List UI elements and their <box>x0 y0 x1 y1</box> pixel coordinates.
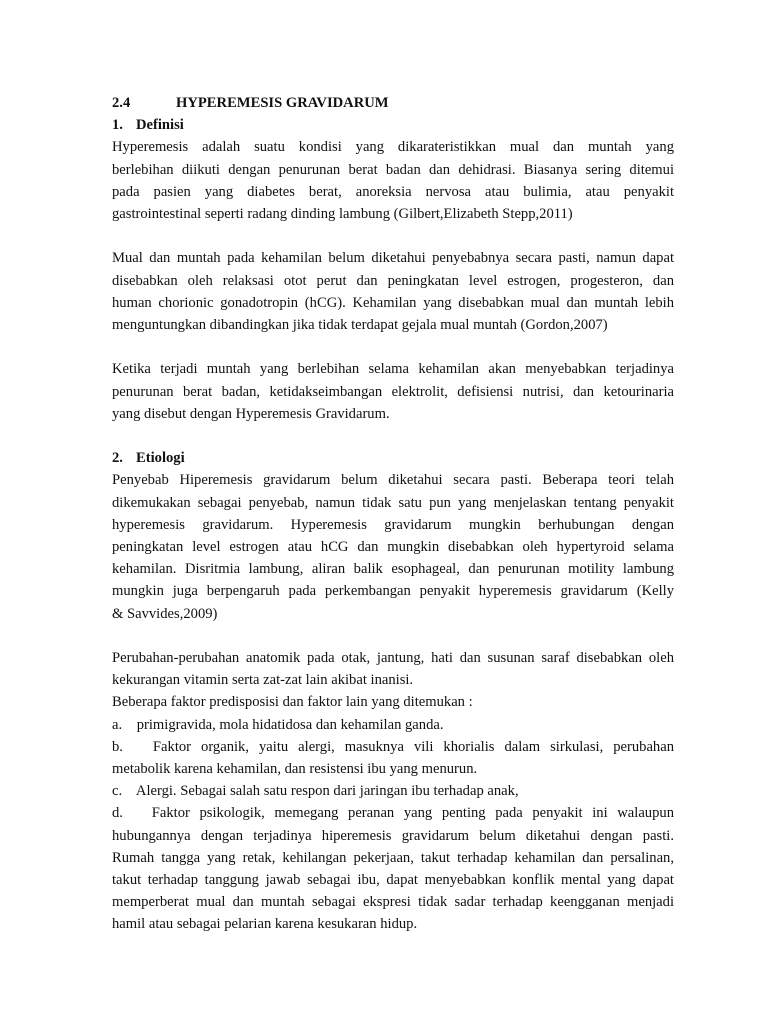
paragraph <box>112 647 674 714</box>
text-line: kehamilan. Disritmia lambung, aliran balik esophageal, dan penurunan motility lambung <box>112 561 674 578</box>
list-item-d <box>112 802 674 935</box>
text-line: b. Faktor organik, yaitu alergi, masuknya vili khorialis dalam sirkulasi, perubahan <box>112 738 674 755</box>
text-line: berlebihan diikuti dengan penurunan berat badan dan dehidrasi. Biasanya sering ditemui <box>112 161 674 178</box>
text-line: takut terhadap tanggung jawab sebagai ibu, dapat menyebabkan konflik mental yang dapat <box>112 872 674 889</box>
paragraph <box>112 136 674 225</box>
text-line: Hyperemesis adalah suatu kondisi yang dikarateristikkan mual dan muntah yang <box>112 139 674 156</box>
subheading-title: Etiologi <box>136 450 185 467</box>
text-line: penurunan berat badan, ketidakseimbangan elektrolit, defisiensi nutrisi, dan ketourinaria <box>112 383 674 400</box>
section-title: HYPEREMESIS GRAVIDARUM <box>176 95 389 111</box>
text-line: disebabkan oleh relaksasi otot perut dan peningkatan level estrogen, progesteron, dan <box>112 272 674 289</box>
paragraph <box>112 247 674 336</box>
text-line: Mual dan muntah pada kehamilan belum diketahui penyebabnya secara pasti, namun dapat <box>112 250 674 267</box>
text-line: gastrointestinal seperti radang dinding lambung (Gilbert,Elizabeth Stepp,2011) <box>112 206 573 223</box>
paragraph <box>112 358 674 425</box>
text-line: yang disebut dengan Hyperemesis Gravidarum. <box>112 405 390 422</box>
text-line: menguntungkan dibandingkan jika tidak terdapat gejala mual muntah (Gordon,2007) <box>112 317 608 334</box>
list-item-c <box>112 780 674 802</box>
text-line: hamil atau sebagai pelarian karena kesukaran hidup. <box>112 916 418 933</box>
text-line: a. primigravida, mola hidatidosa dan kehamilan ganda. <box>112 716 444 733</box>
text-line: memperberat mual dan muntah sebagai ekspresi tidak sadar terhadap keengganan menjadi <box>112 894 674 911</box>
text-line: human chorionic gonadotropin (hCG). Kehamilan yang disebabkan mual dan muntah lebih <box>112 294 674 311</box>
text-line: c. Alergi. Sebagai salah satu respon dari jaringan ibu terhadap anak, <box>112 783 519 800</box>
paragraph <box>112 469 674 624</box>
list-item-a <box>112 714 674 736</box>
section-number: 2.4 <box>112 95 131 111</box>
document-body <box>112 92 674 936</box>
text-line: peningkatan level estrogen atau hCG dan mungkin disebabkan oleh hypertyroid selama <box>112 539 674 556</box>
subheading-number: 1. <box>112 117 123 134</box>
text-line: hyperemesis gravidarum. Hyperemesis gravidarum mungkin berhubungan dengan <box>112 516 674 533</box>
subheading-definisi <box>112 114 674 136</box>
text-line: Rumah tangga yang retak, kehilangan pekerjaan, takut terhadap kehamilan dan persalinan, <box>112 849 674 866</box>
text-line: dikemukakan sebagai penyebab, namun tidak satu pun yang menjelaskan tentang penyakit <box>112 494 674 511</box>
text-line: Perubahan-perubahan anatomik pada otak, jantung, hati dan susunan saraf disebabkan oleh <box>112 650 674 667</box>
text-line: Beberapa faktor predisposisi dan faktor lain yang ditemukan : <box>112 694 473 711</box>
text-line: d. Faktor psikologik, memegang peranan yang penting pada penyakit ini walaupun <box>112 805 674 822</box>
text-line: Penyebab Hiperemesis gravidarum belum diketahui secara pasti. Beberapa teori telah <box>112 472 674 489</box>
subheading-title: Definisi <box>136 117 184 134</box>
list-item-b <box>112 736 674 780</box>
text-line: Ketika terjadi muntah yang berlebihan selama kehamilan akan menyebabkan terjadinya <box>112 361 674 378</box>
text-line: pada pasien yang diabetes berat, anoreksia nervosa atau bulimia, atau penyakit <box>112 183 674 200</box>
section-heading <box>112 92 674 114</box>
text-line: hubungannya dengan terjadinya hiperemesis gravidarum belum diketahui dengan pasti. <box>112 827 674 844</box>
text-line: & Savvides,2009) <box>112 605 218 622</box>
subheading-number: 2. <box>112 450 123 467</box>
text-line: kekurangan vitamin serta zat-zat lain akibat inanisi. <box>112 672 414 689</box>
text-line: metabolik karena kehamilan, dan resistensi ibu yang menurun. <box>112 761 478 778</box>
subheading-etiologi <box>112 447 674 469</box>
text-line: mungkin juga berpengaruh pada perkembangan penyakit hyperemesis gravidarum (Kelly <box>112 583 674 600</box>
